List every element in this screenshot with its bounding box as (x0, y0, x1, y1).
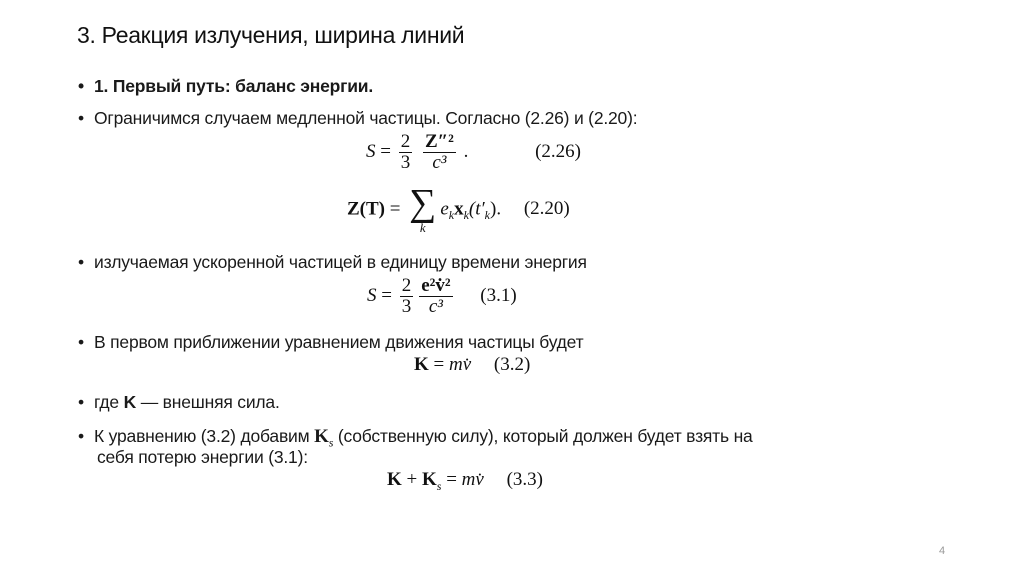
eq-sign: = (381, 284, 392, 306)
eq-lhs: K (387, 469, 402, 490)
eq-sign: = (433, 354, 445, 375)
denominator: c³ (419, 296, 452, 317)
sigma-icon: ∑ (409, 182, 437, 224)
bullet-text: излучаемая ускоренной частицей в единицу времени энергия (94, 252, 587, 272)
bullet-item-4 (78, 332, 583, 353)
bullet-icon: • (78, 108, 84, 128)
bullet-icon: • (78, 426, 84, 446)
equation-3-2 (414, 354, 530, 376)
bullet-text: где (94, 392, 124, 412)
equation-label: (2.26) (535, 140, 581, 162)
fraction (400, 276, 414, 317)
eq-plus: + (406, 469, 418, 490)
eq-sign: = (446, 469, 457, 490)
eq-sign: = (389, 198, 401, 220)
bullet-text: — внешняя сила. (136, 392, 280, 412)
eq-tail: . (463, 140, 469, 162)
equation-3-1 (367, 276, 517, 317)
subscript: s (328, 435, 334, 450)
numerator: 2 (400, 131, 411, 152)
eq-lhs: K (422, 469, 437, 490)
bullet-icon: • (78, 332, 84, 352)
equation-label: (3.1) (480, 284, 517, 306)
sum-index: k (419, 220, 426, 235)
bullet-item-6-continuation: себя потерю энергии (3.1): (97, 447, 308, 467)
eq-rhs: mv̇ (461, 469, 484, 490)
equation-2-20 (347, 184, 570, 236)
bullet-item-1 (78, 76, 373, 97)
subscript: k (448, 208, 455, 223)
eq-rhs: mv̇ (449, 354, 472, 375)
bullet-item-2 (78, 108, 637, 129)
slide-title: 3. Реакция излучения, ширина линий (77, 22, 465, 48)
bullet-icon: • (78, 392, 84, 412)
bullet-text: Ограничимся случаем медленной частицы. Согласно (2.26) и (2.20): (94, 108, 638, 128)
eq-arg: (t′ (468, 198, 485, 220)
equation-label: (3.3) (506, 469, 543, 490)
eq-arg-end: ). (490, 198, 502, 220)
eq-sign: = (380, 140, 391, 162)
bullet-icon: • (78, 76, 84, 96)
page-number: 4 (939, 545, 946, 557)
sum-operator (409, 184, 436, 236)
bullet-text: 1. Первый путь: баланс энергии. (94, 76, 373, 96)
bullet-text: (собственную силу), который должен будет взять на (333, 426, 753, 446)
bullet-item-3 (78, 252, 587, 273)
eq-lhs: S (366, 140, 376, 162)
denominator: 3 (401, 295, 412, 317)
bullet-text: К уравнению (3.2) добавим (94, 426, 315, 446)
numerator: 2 (401, 275, 412, 296)
subscript: k (484, 208, 490, 223)
eq-vector: x (454, 198, 464, 220)
eq-lhs: Z(T) (347, 198, 385, 220)
denominator: c³ (423, 152, 456, 173)
equation-3-3 (387, 469, 543, 494)
bullet-item-5 (78, 392, 280, 413)
bullet-text: В первом приближении уравнением движения частицы будет (94, 332, 584, 352)
bullet-math-symbol: K (314, 426, 329, 447)
equation-label: (2.20) (523, 198, 570, 220)
numerator: e²v̇² (421, 275, 451, 296)
subscript: k (463, 208, 469, 223)
fraction (419, 276, 452, 317)
eq-lhs: K (414, 354, 429, 375)
fraction (423, 132, 456, 173)
fraction (399, 132, 413, 173)
eq-lhs: S (367, 284, 377, 306)
denominator: 3 (400, 151, 411, 173)
subscript: s (436, 478, 442, 493)
bullet-bold-symbol: K (123, 392, 137, 412)
equation-2-26 (366, 132, 581, 173)
bullet-icon: • (78, 252, 84, 272)
equation-label: (3.2) (493, 354, 531, 375)
eq-term: e (440, 198, 449, 220)
numerator: Z″² (424, 131, 454, 152)
